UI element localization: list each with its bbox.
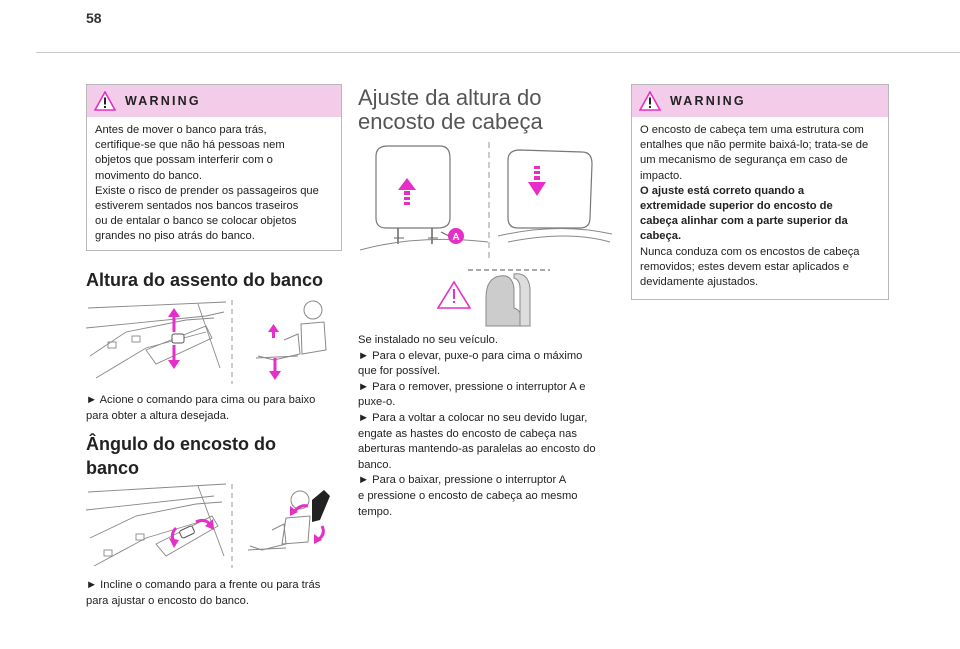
warning-box-headrest [631, 84, 889, 300]
warning-line-bold: cabeça alinhar com a parte superior da [640, 215, 848, 228]
instruction-line: e pressione o encosto de cabeça ao mesmo [358, 489, 578, 502]
instruction-line: banco. [358, 458, 392, 471]
instruction-line: engate as hastes do encosto de cabeça nas [358, 427, 577, 440]
warning-line-bold: cabeça. [640, 230, 682, 243]
instruction-line: aberturas mantendo-as paralelas ao encosto do [358, 443, 596, 456]
title-line: Ângulo do encosto do [86, 434, 276, 454]
instruction-line: para obter a altura desejada. [86, 409, 230, 422]
section-title-seat-height: Altura do assento do banco [86, 270, 324, 290]
page-number: 58 [86, 10, 102, 26]
warning-line: um mecanismo de segurança em caso de [640, 154, 848, 167]
title-line: encosto de cabeça [358, 109, 543, 134]
header-divider [36, 52, 960, 53]
backrest-angle-illustration [86, 482, 340, 570]
warning-header [632, 85, 888, 117]
warning-line: Antes de mover o banco para trás, [95, 124, 267, 136]
headrest-instructions [358, 333, 614, 520]
warning-title: WARNING [125, 94, 201, 108]
warning-line: removidos; estes devem estar aplicados e [640, 260, 849, 273]
instruction-line: tempo. [358, 505, 393, 518]
warning-line: Existe o risco de prender os passageiros que [95, 184, 319, 197]
warning-line: impacto. [640, 169, 683, 182]
warning-line: grandes no piso atrás do banco. [95, 230, 255, 243]
instruction-line: ► Acione o comando para cima ou para baixo [86, 394, 316, 406]
instruction-line: ► Para o baixar, pressione o interruptor A [358, 474, 567, 487]
instruction-line: para ajustar o encosto do banco. [86, 594, 249, 607]
section-title-backrest-angle [86, 432, 276, 480]
warning-header [87, 85, 341, 117]
warning-title: WARNING [670, 94, 746, 108]
warning-triangle-icon [94, 91, 116, 111]
instruction-line: Se instalado no seu veículo. [358, 334, 498, 346]
warning-box-seat-move [86, 84, 342, 251]
section-title-headrest-height [358, 86, 543, 134]
caution-triangle-icon [438, 282, 470, 308]
warning-line-bold: extremidade superior do encosto de [640, 200, 833, 213]
warning-line: movimento do banco. [95, 169, 202, 182]
instruction-line: ► Incline o comando para a frente ou para trás [86, 579, 321, 591]
warning-line: Nunca conduza com os encostos de cabeça [640, 245, 860, 258]
warning-triangle-icon [639, 91, 661, 111]
instruction-line: ► Para o remover, pressione o interruptor A e [358, 380, 586, 393]
backrest-angle-instructions [86, 578, 340, 609]
warning-line: O encosto de cabeça tem uma estrutura com [640, 124, 864, 136]
instruction-line: ► Para a voltar a colocar no seu devido lugar, [358, 411, 588, 424]
warning-line: entalhes que não permite baixá-lo; trata-se de [640, 139, 869, 152]
warning-line: objetos que possam interferir com o [95, 154, 273, 167]
headrest-adjust-illustration [358, 138, 614, 328]
warning-line: certifique-se que não há pessoas nem [95, 139, 285, 152]
switch-label-a: A [452, 232, 460, 243]
warning-line: ou de entalar o banco se colocar objetos [95, 215, 297, 228]
seat-height-control-illustration [86, 298, 340, 386]
warning-text [87, 117, 341, 253]
instruction-line: puxe-o. [358, 396, 396, 409]
warning-text [632, 117, 888, 298]
title-line: banco [86, 458, 140, 478]
warning-line: estiverem sentados nos bancos traseiros [95, 200, 299, 213]
title-line: Ajuste da altura do [358, 85, 542, 110]
instruction-line: que for possível. [358, 365, 441, 378]
warning-line: devidamente ajustados. [640, 276, 759, 289]
warning-line-bold: O ajuste está correto quando a [640, 184, 805, 197]
seat-height-instructions [86, 393, 340, 424]
instruction-line: ► Para o elevar, puxe-o para cima o máximo [358, 349, 583, 362]
